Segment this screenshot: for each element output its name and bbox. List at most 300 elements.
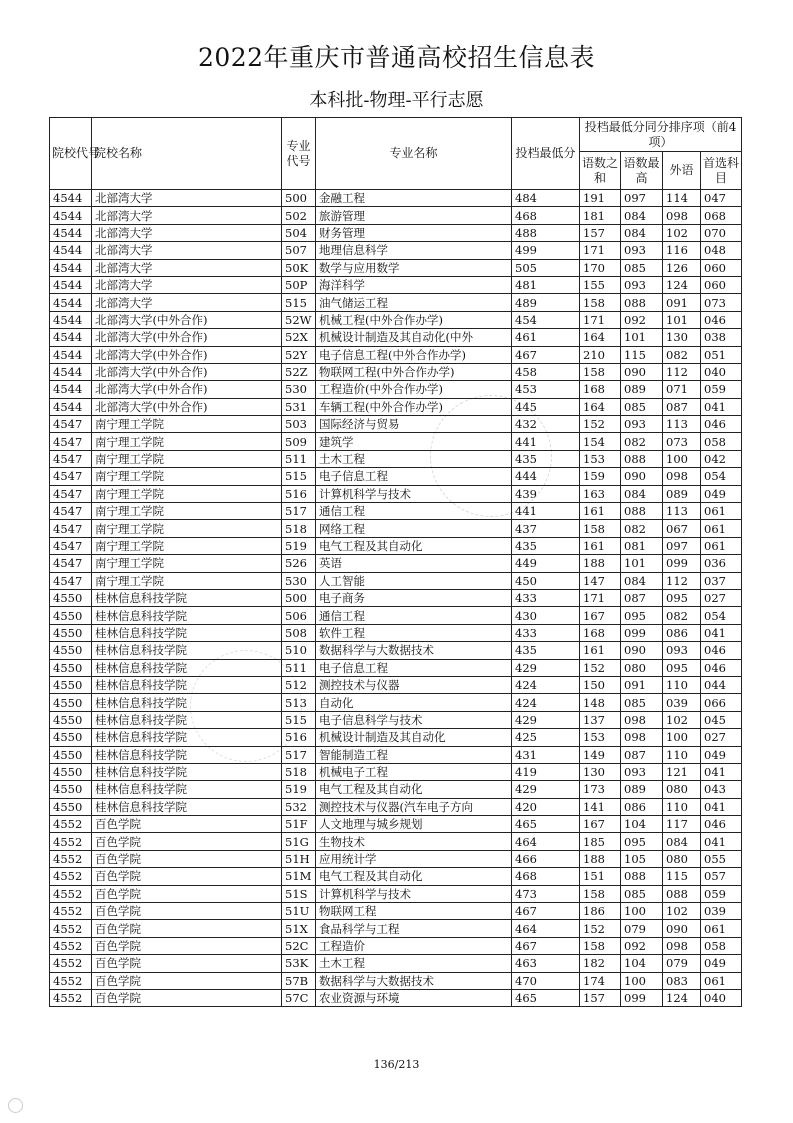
table-row (50, 398, 742, 415)
cell-major-code: 57C (282, 989, 316, 1006)
table-row (50, 503, 742, 520)
cell-first-subject-score: 042 (701, 450, 742, 467)
cell-min-score: 465 (512, 989, 580, 1006)
cell-major-name: 旅游管理 (316, 207, 512, 224)
cell-sum-cn-math: 158 (580, 520, 621, 537)
cell-sum-cn-math: 152 (580, 416, 621, 433)
cell-foreign-score: 080 (663, 781, 701, 798)
cell-school-name: 百色学院 (92, 868, 282, 885)
cell-major-code: 504 (282, 224, 316, 241)
cell-min-score: 468 (512, 207, 580, 224)
cell-sum-cn-math: 161 (580, 537, 621, 554)
cell-min-score: 467 (512, 937, 580, 954)
cell-first-subject-score: 041 (701, 833, 742, 850)
cell-foreign-score: 082 (663, 346, 701, 363)
cell-sum-cn-math: 149 (580, 746, 621, 763)
cell-foreign-score: 100 (663, 450, 701, 467)
cell-school-name: 百色学院 (92, 885, 282, 902)
cell-school-code: 4544 (50, 259, 92, 276)
cell-foreign-score: 102 (663, 711, 701, 728)
cell-max-cn-math: 105 (621, 850, 663, 867)
cell-major-name: 油气储运工程 (316, 294, 512, 311)
cell-min-score: 458 (512, 363, 580, 380)
cell-max-cn-math: 100 (621, 903, 663, 920)
cell-major-name: 海洋科学 (316, 276, 512, 293)
cell-foreign-score: 100 (663, 729, 701, 746)
cell-min-score: 449 (512, 555, 580, 572)
cell-sum-cn-math: 158 (580, 363, 621, 380)
cell-major-name: 数学与应用数学 (316, 259, 512, 276)
header-school-code: 院校代号 (50, 118, 92, 190)
cell-min-score: 429 (512, 781, 580, 798)
cell-first-subject-score: 061 (701, 503, 742, 520)
cell-sum-cn-math: 158 (580, 937, 621, 954)
cell-max-cn-math: 098 (621, 711, 663, 728)
table-row (50, 485, 742, 502)
cell-sum-cn-math: 141 (580, 798, 621, 815)
cell-major-code: 51F (282, 816, 316, 833)
cell-foreign-score: 039 (663, 694, 701, 711)
cell-major-code: 502 (282, 207, 316, 224)
cell-min-score: 435 (512, 450, 580, 467)
cell-max-cn-math: 087 (621, 589, 663, 606)
cell-major-code: 531 (282, 398, 316, 415)
cell-major-name: 食品科学与工程 (316, 920, 512, 937)
cell-major-code: 511 (282, 450, 316, 467)
cell-max-cn-math: 086 (621, 798, 663, 815)
table-row (50, 989, 742, 1006)
cell-major-code: 52C (282, 937, 316, 954)
cell-school-code: 4550 (50, 781, 92, 798)
cell-school-name: 南宁理工学院 (92, 433, 282, 450)
cell-first-subject-score: 061 (701, 972, 742, 989)
cell-school-name: 北部湾大学 (92, 276, 282, 293)
cell-major-code: 52W (282, 311, 316, 328)
table-row (50, 833, 742, 850)
cell-min-score: 435 (512, 642, 580, 659)
cell-min-score: 433 (512, 624, 580, 641)
cell-major-name: 英语 (316, 555, 512, 572)
cell-first-subject-score: 044 (701, 676, 742, 693)
header-min-score: 投档最低分 (512, 118, 580, 190)
cell-school-code: 4547 (50, 485, 92, 502)
cell-school-code: 4544 (50, 329, 92, 346)
cell-major-name: 车辆工程(中外合作办学) (316, 398, 512, 415)
cell-sum-cn-math: 163 (580, 485, 621, 502)
cell-foreign-score: 073 (663, 433, 701, 450)
header-major-code: 专业代号 (282, 118, 316, 190)
table-row (50, 955, 742, 972)
cell-major-name: 网络工程 (316, 520, 512, 537)
cell-school-code: 4552 (50, 833, 92, 850)
cell-min-score: 481 (512, 276, 580, 293)
cell-max-cn-math: 090 (621, 363, 663, 380)
cell-foreign-score: 088 (663, 885, 701, 902)
cell-major-code: 511 (282, 659, 316, 676)
cell-foreign-score: 098 (663, 468, 701, 485)
cell-major-code: 51U (282, 903, 316, 920)
cell-major-name: 电气工程及其自动化 (316, 537, 512, 554)
cell-sum-cn-math: 188 (580, 850, 621, 867)
cell-school-code: 4547 (50, 572, 92, 589)
cell-major-name: 电气工程及其自动化 (316, 781, 512, 798)
cell-school-name: 百色学院 (92, 903, 282, 920)
cell-school-code: 4544 (50, 242, 92, 259)
cell-school-name: 百色学院 (92, 989, 282, 1006)
cell-major-code: 509 (282, 433, 316, 450)
cell-major-code: 513 (282, 694, 316, 711)
cell-major-code: 508 (282, 624, 316, 641)
cell-first-subject-score: 041 (701, 798, 742, 815)
cell-school-code: 4547 (50, 468, 92, 485)
table-row (50, 468, 742, 485)
table-row (50, 381, 742, 398)
table-row (50, 224, 742, 241)
cell-foreign-score: 089 (663, 485, 701, 502)
cell-sum-cn-math: 164 (580, 398, 621, 415)
cell-major-code: 518 (282, 520, 316, 537)
cell-max-cn-math: 088 (621, 450, 663, 467)
cell-major-code: 51S (282, 885, 316, 902)
cell-foreign-score: 071 (663, 381, 701, 398)
cell-min-score: 453 (512, 381, 580, 398)
cell-first-subject-score: 041 (701, 624, 742, 641)
cell-school-code: 4547 (50, 555, 92, 572)
cell-min-score: 470 (512, 972, 580, 989)
cell-first-subject-score: 059 (701, 885, 742, 902)
cell-major-code: 500 (282, 589, 316, 606)
table-row (50, 589, 742, 606)
cell-school-code: 4547 (50, 433, 92, 450)
table-row (50, 676, 742, 693)
cell-min-score: 484 (512, 190, 580, 207)
cell-major-code: 516 (282, 729, 316, 746)
cell-major-name: 人文地理与城乡规划 (316, 816, 512, 833)
cell-school-code: 4552 (50, 920, 92, 937)
cell-school-code: 4550 (50, 676, 92, 693)
table-row (50, 607, 742, 624)
cell-school-name: 桂林信息科技学院 (92, 763, 282, 780)
cell-first-subject-score: 058 (701, 937, 742, 954)
cell-major-code: 517 (282, 503, 316, 520)
table-row (50, 711, 742, 728)
cell-min-score: 437 (512, 520, 580, 537)
cell-school-name: 南宁理工学院 (92, 537, 282, 554)
cell-max-cn-math: 088 (621, 868, 663, 885)
cell-first-subject-score: 061 (701, 920, 742, 937)
cell-max-cn-math: 085 (621, 885, 663, 902)
cell-school-code: 4550 (50, 624, 92, 641)
header-major-name: 专业名称 (316, 118, 512, 190)
cell-major-code: 53K (282, 955, 316, 972)
cell-school-name: 桂林信息科技学院 (92, 607, 282, 624)
cell-sum-cn-math: 182 (580, 955, 621, 972)
cell-min-score: 461 (512, 329, 580, 346)
cell-school-name: 南宁理工学院 (92, 450, 282, 467)
cell-major-code: 530 (282, 572, 316, 589)
cell-min-score: 488 (512, 224, 580, 241)
cell-school-code: 4550 (50, 746, 92, 763)
cell-min-score: 430 (512, 607, 580, 624)
cell-first-subject-score: 060 (701, 276, 742, 293)
cell-foreign-score: 099 (663, 555, 701, 572)
cell-min-score: 464 (512, 833, 580, 850)
cell-foreign-score: 110 (663, 746, 701, 763)
cell-major-code: 51G (282, 833, 316, 850)
table-row (50, 624, 742, 641)
cell-major-name: 电子商务 (316, 589, 512, 606)
logo (8, 1098, 26, 1113)
table-row (50, 850, 742, 867)
cell-sum-cn-math: 159 (580, 468, 621, 485)
cell-foreign-score: 079 (663, 955, 701, 972)
cell-sum-cn-math: 153 (580, 450, 621, 467)
cell-major-name: 土木工程 (316, 450, 512, 467)
cell-sum-cn-math: 167 (580, 816, 621, 833)
cell-first-subject-score: 027 (701, 589, 742, 606)
table-row (50, 207, 742, 224)
cell-school-name: 百色学院 (92, 920, 282, 937)
cell-first-subject-score: 058 (701, 433, 742, 450)
cell-max-cn-math: 099 (621, 624, 663, 641)
cell-min-score: 465 (512, 816, 580, 833)
cell-sum-cn-math: 191 (580, 190, 621, 207)
cell-sum-cn-math: 171 (580, 242, 621, 259)
cell-major-name: 物联网工程 (316, 903, 512, 920)
cell-first-subject-score: 043 (701, 781, 742, 798)
cell-school-name: 南宁理工学院 (92, 572, 282, 589)
cell-foreign-score: 093 (663, 642, 701, 659)
cell-foreign-score: 110 (663, 676, 701, 693)
cell-school-name: 百色学院 (92, 816, 282, 833)
cell-min-score: 420 (512, 798, 580, 815)
cell-major-code: 57B (282, 972, 316, 989)
cell-min-score: 441 (512, 433, 580, 450)
cell-sum-cn-math: 152 (580, 920, 621, 937)
cell-school-name: 桂林信息科技学院 (92, 798, 282, 815)
cell-major-name: 智能制造工程 (316, 746, 512, 763)
table-row (50, 329, 742, 346)
cell-school-name: 北部湾大学(中外合作) (92, 381, 282, 398)
cell-school-code: 4544 (50, 294, 92, 311)
cell-first-subject-score: 060 (701, 259, 742, 276)
cell-school-code: 4544 (50, 398, 92, 415)
table-row (50, 242, 742, 259)
cell-foreign-score: 102 (663, 903, 701, 920)
cell-max-cn-math: 097 (621, 190, 663, 207)
cell-first-subject-score: 045 (701, 711, 742, 728)
cell-max-cn-math: 093 (621, 242, 663, 259)
table-row (50, 763, 742, 780)
cell-school-code: 4544 (50, 381, 92, 398)
table-row (50, 259, 742, 276)
cell-foreign-score: 080 (663, 850, 701, 867)
cell-major-name: 测控技术与仪器 (316, 676, 512, 693)
cell-first-subject-score: 068 (701, 207, 742, 224)
cell-max-cn-math: 100 (621, 972, 663, 989)
cell-school-name: 北部湾大学(中外合作) (92, 363, 282, 380)
cell-min-score: 441 (512, 503, 580, 520)
cell-min-score: 466 (512, 850, 580, 867)
table-row (50, 972, 742, 989)
cell-major-code: 515 (282, 294, 316, 311)
table-row (50, 537, 742, 554)
cell-school-code: 4550 (50, 763, 92, 780)
cell-max-cn-math: 104 (621, 955, 663, 972)
cell-max-cn-math: 084 (621, 224, 663, 241)
cell-major-code: 532 (282, 798, 316, 815)
cell-sum-cn-math: 171 (580, 311, 621, 328)
cell-max-cn-math: 088 (621, 503, 663, 520)
cell-school-name: 南宁理工学院 (92, 555, 282, 572)
cell-min-score: 419 (512, 763, 580, 780)
cell-first-subject-score: 066 (701, 694, 742, 711)
cell-school-name: 南宁理工学院 (92, 520, 282, 537)
cell-major-name: 数据科学与大数据技术 (316, 972, 512, 989)
table-row (50, 555, 742, 572)
cell-first-subject-score: 046 (701, 416, 742, 433)
cell-max-cn-math: 104 (621, 816, 663, 833)
cell-school-name: 北部湾大学(中外合作) (92, 398, 282, 415)
cell-max-cn-math: 093 (621, 416, 663, 433)
cell-major-name: 物联网工程(中外合作办学) (316, 363, 512, 380)
cell-major-code: 51X (282, 920, 316, 937)
cell-sum-cn-math: 173 (580, 781, 621, 798)
cell-major-name: 计算机科学与技术 (316, 885, 512, 902)
cell-sum-cn-math: 157 (580, 224, 621, 241)
cell-foreign-score: 126 (663, 259, 701, 276)
cell-major-name: 电子信息科学与技术 (316, 711, 512, 728)
cell-school-name: 百色学院 (92, 955, 282, 972)
cell-max-cn-math: 087 (621, 746, 663, 763)
cell-foreign-score: 090 (663, 920, 701, 937)
cell-major-name: 自动化 (316, 694, 512, 711)
cell-school-name: 桂林信息科技学院 (92, 659, 282, 676)
table-row (50, 363, 742, 380)
table-body (50, 190, 742, 1007)
cell-major-code: 519 (282, 537, 316, 554)
cell-school-code: 4550 (50, 729, 92, 746)
cell-school-name: 北部湾大学 (92, 242, 282, 259)
cell-max-cn-math: 090 (621, 642, 663, 659)
cell-sum-cn-math: 155 (580, 276, 621, 293)
cell-major-name: 机械工程(中外合作办学) (316, 311, 512, 328)
cell-max-cn-math: 085 (621, 398, 663, 415)
table-row (50, 311, 742, 328)
cell-max-cn-math: 092 (621, 937, 663, 954)
cell-min-score: 444 (512, 468, 580, 485)
cell-school-code: 4544 (50, 346, 92, 363)
cell-major-name: 国际经济与贸易 (316, 416, 512, 433)
cell-major-name: 数据科学与大数据技术 (316, 642, 512, 659)
cell-foreign-score: 095 (663, 659, 701, 676)
cell-school-name: 南宁理工学院 (92, 468, 282, 485)
cell-sum-cn-math: 158 (580, 294, 621, 311)
table-row (50, 868, 742, 885)
cell-first-subject-score: 041 (701, 398, 742, 415)
cell-major-name: 建筑学 (316, 433, 512, 450)
cell-major-name: 地理信息科学 (316, 242, 512, 259)
table-row (50, 346, 742, 363)
cell-school-name: 桂林信息科技学院 (92, 781, 282, 798)
cell-major-name: 电气工程及其自动化 (316, 868, 512, 885)
cell-max-cn-math: 093 (621, 763, 663, 780)
cell-school-name: 北部湾大学(中外合作) (92, 346, 282, 363)
cell-major-code: 516 (282, 485, 316, 502)
cell-school-code: 4552 (50, 850, 92, 867)
cell-sum-cn-math: 158 (580, 885, 621, 902)
cell-sum-cn-math: 148 (580, 694, 621, 711)
cell-max-cn-math: 084 (621, 485, 663, 502)
table-row (50, 416, 742, 433)
cell-major-name: 人工智能 (316, 572, 512, 589)
cell-foreign-score: 112 (663, 363, 701, 380)
cell-major-name: 财务管理 (316, 224, 512, 241)
cell-sum-cn-math: 167 (580, 607, 621, 624)
cell-first-subject-score: 055 (701, 850, 742, 867)
cell-school-code: 4552 (50, 868, 92, 885)
cell-sum-cn-math: 186 (580, 903, 621, 920)
cell-school-name: 北部湾大学 (92, 294, 282, 311)
cell-sum-cn-math: 157 (580, 989, 621, 1006)
header-max-cn-math: 语数最高 (621, 152, 663, 190)
cell-major-code: 510 (282, 642, 316, 659)
cell-school-code: 4547 (50, 450, 92, 467)
cell-school-code: 4544 (50, 363, 92, 380)
cell-max-cn-math: 098 (621, 729, 663, 746)
cell-min-score: 435 (512, 537, 580, 554)
cell-major-code: 506 (282, 607, 316, 624)
cell-major-name: 生物技术 (316, 833, 512, 850)
cell-min-score: 432 (512, 416, 580, 433)
cell-max-cn-math: 079 (621, 920, 663, 937)
cell-first-subject-score: 051 (701, 346, 742, 363)
cell-foreign-score: 117 (663, 816, 701, 833)
cell-foreign-score: 086 (663, 624, 701, 641)
cell-school-name: 桂林信息科技学院 (92, 642, 282, 659)
cell-school-code: 4552 (50, 816, 92, 833)
cell-school-code: 4552 (50, 937, 92, 954)
cell-foreign-score: 091 (663, 294, 701, 311)
cell-major-name: 机械设计制造及其自动化(中外 (316, 329, 512, 346)
table-row (50, 572, 742, 589)
cell-sum-cn-math: 153 (580, 729, 621, 746)
cell-major-name: 计算机科学与技术 (316, 485, 512, 502)
cell-school-code: 4547 (50, 416, 92, 433)
cell-sum-cn-math: 130 (580, 763, 621, 780)
cell-school-code: 4544 (50, 190, 92, 207)
cell-school-code: 4552 (50, 955, 92, 972)
cell-first-subject-score: 061 (701, 520, 742, 537)
cell-first-subject-score: 046 (701, 311, 742, 328)
cell-major-code: 52Z (282, 363, 316, 380)
cell-sum-cn-math: 147 (580, 572, 621, 589)
cell-max-cn-math: 081 (621, 537, 663, 554)
table-row (50, 781, 742, 798)
cell-first-subject-score: 054 (701, 607, 742, 624)
header-school-name: 院校名称 (92, 118, 282, 190)
table-row (50, 694, 742, 711)
cell-major-code: 52X (282, 329, 316, 346)
cell-max-cn-math: 082 (621, 520, 663, 537)
table-row (50, 816, 742, 833)
cell-school-name: 百色学院 (92, 937, 282, 954)
cell-first-subject-score: 049 (701, 485, 742, 502)
cell-max-cn-math: 095 (621, 607, 663, 624)
cell-max-cn-math: 089 (621, 781, 663, 798)
cell-foreign-score: 098 (663, 937, 701, 954)
cell-min-score: 473 (512, 885, 580, 902)
